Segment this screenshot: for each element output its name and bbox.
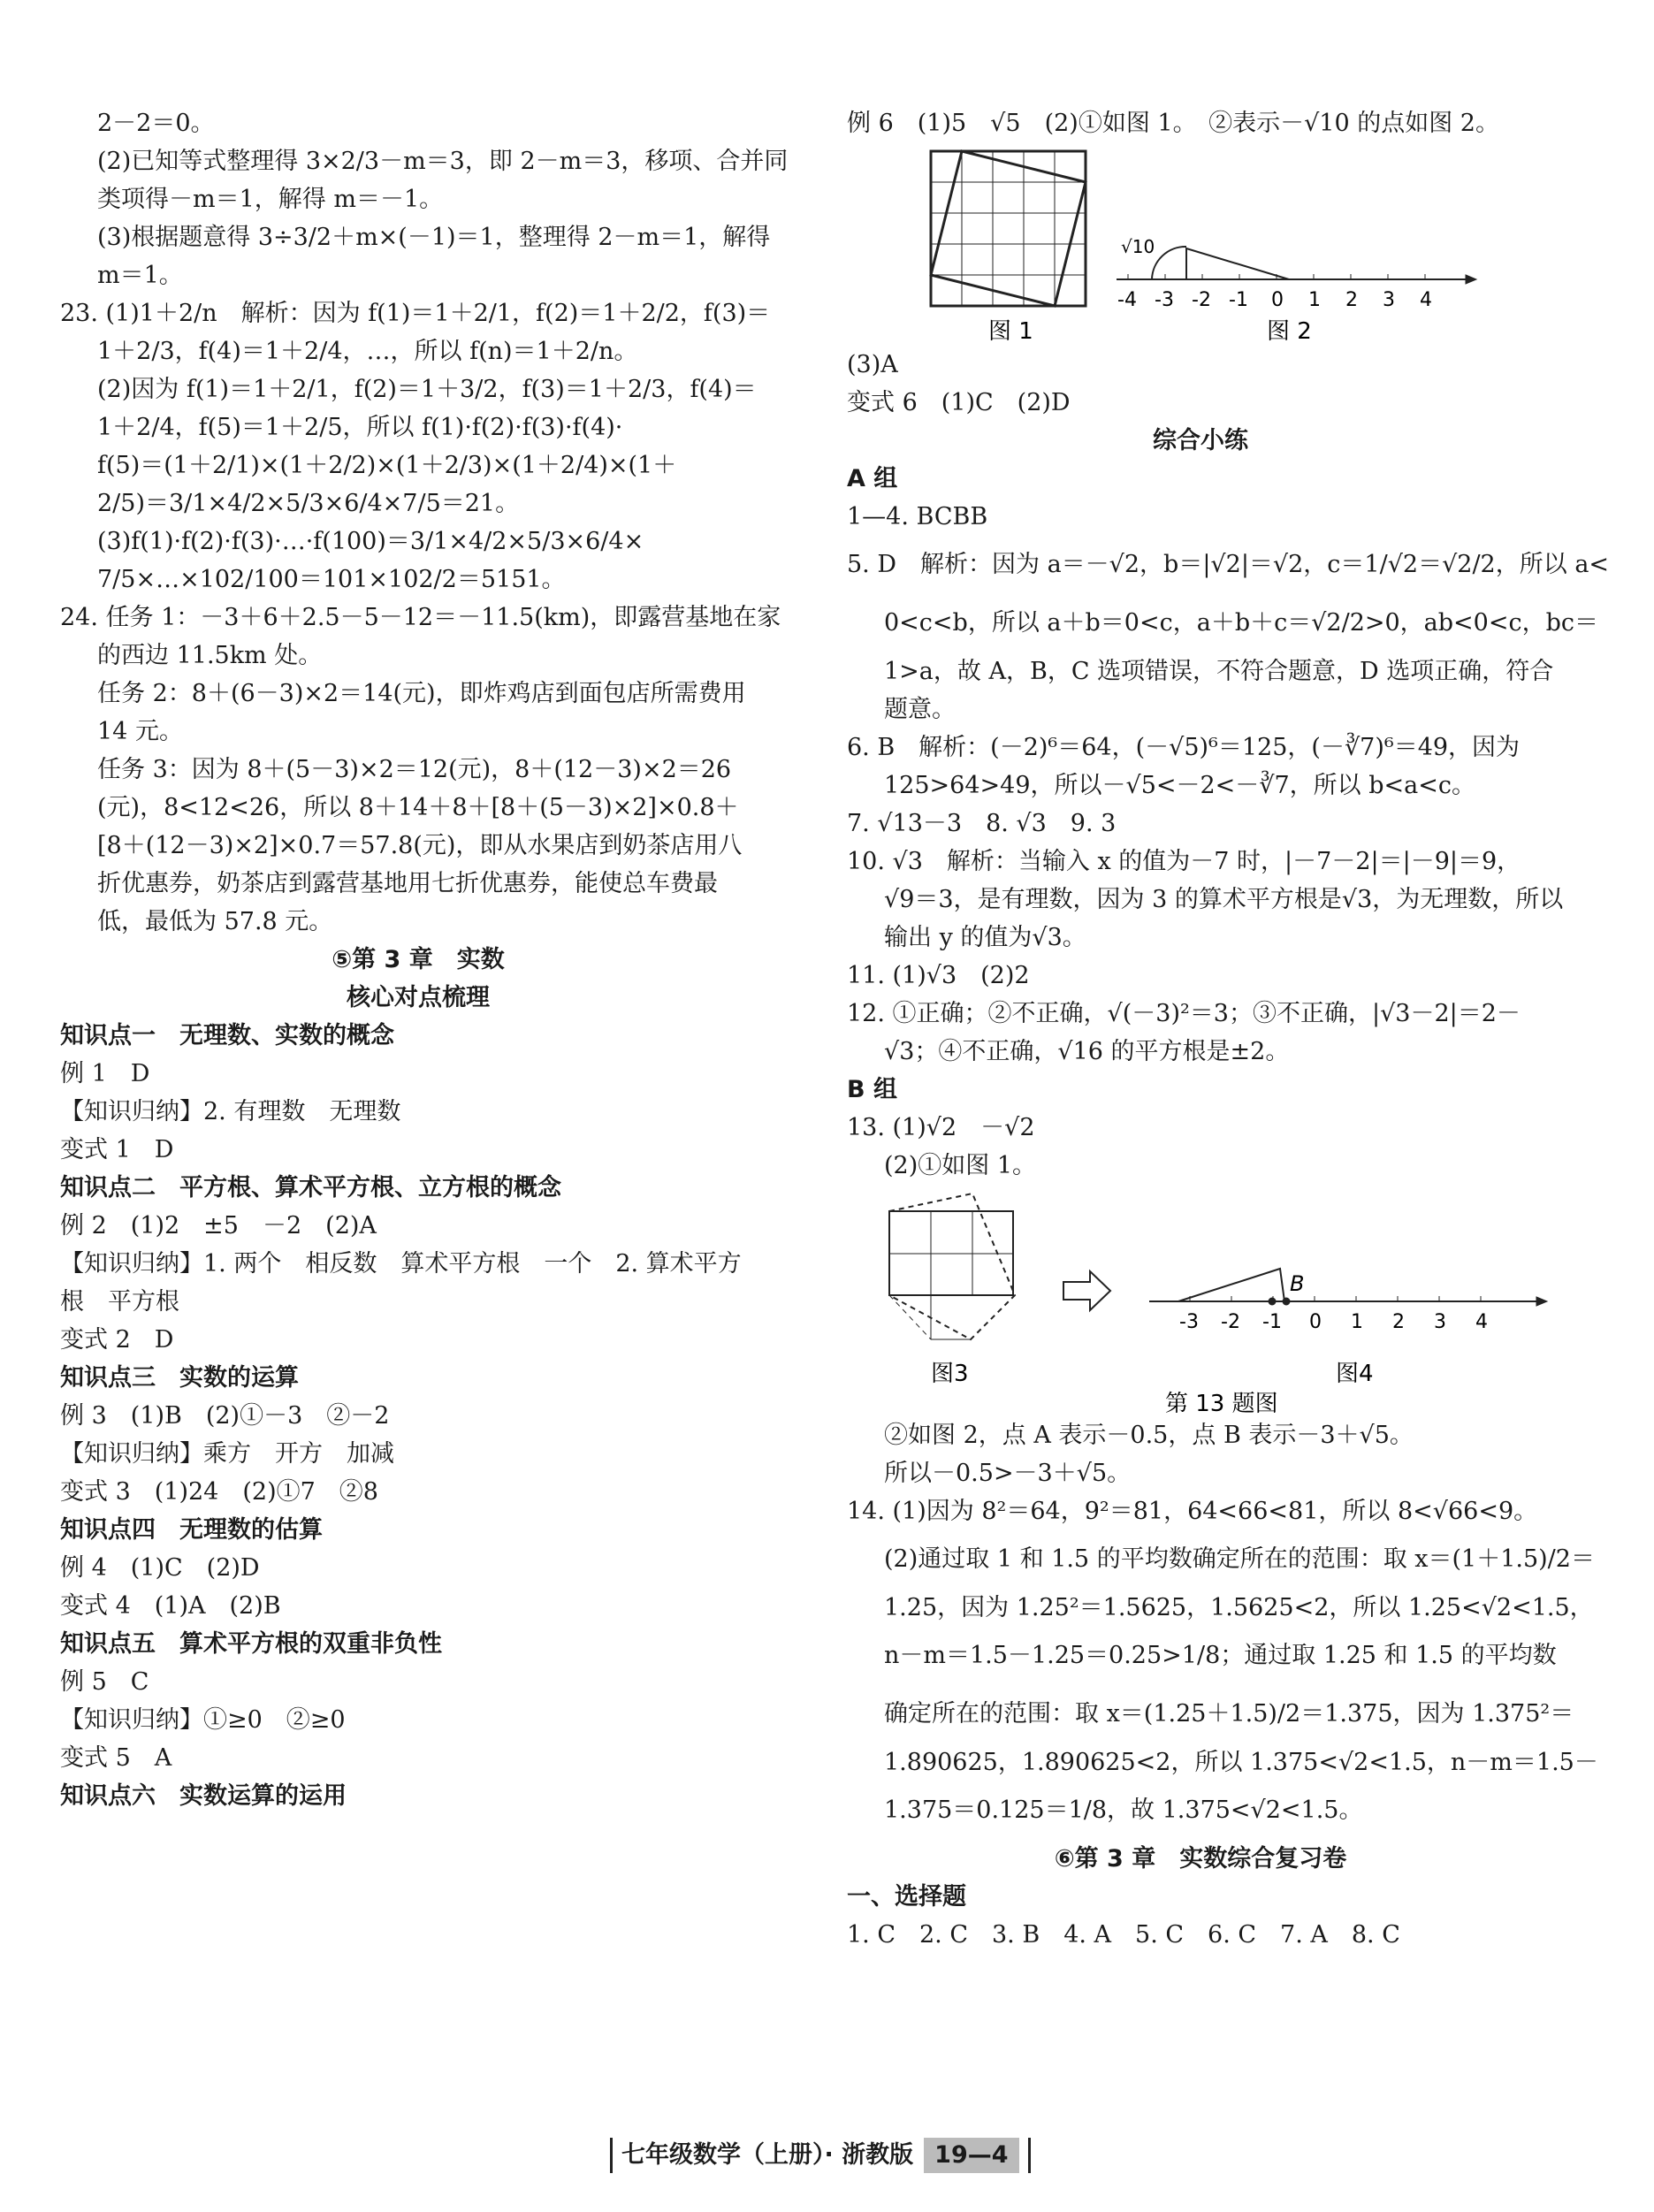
text-line: 知识点一 无理数、实数的概念 [60, 1022, 394, 1049]
text-line: 5. D 解析：因为 a＝－√2，b＝|√2|＝√2，c＝1/√2＝√2/2，所以 a< [847, 551, 1610, 578]
text-line: ⑤第 3 章 实数 [332, 946, 505, 973]
text-line: 125>64>49，所以－√5<－2<－∛7，所以 b<a<c。 [884, 772, 1476, 799]
tick-label: -1 [1229, 289, 1248, 311]
left-column [60, 104, 789, 1815]
text-line: 23. (1)1＋2/n 解析：因为 f(1)＝1＋2/1，f(2)＝1＋2/2，f(3)＝ [60, 300, 771, 327]
text-line: 10. √3 解析：当输入 x 的值为－7 时，|－7－2|＝|－9|＝9， [847, 848, 1521, 875]
text-line: (2)已知等式整理得 3×2/3－m＝3，即 2－m＝3，移项、合并同 [97, 148, 789, 175]
text-line: 知识点六 实数运算的运用 [60, 1782, 347, 1810]
text-line: √9＝3，是有理数，因为 3 的算术平方根是√3，为无理数，所以 [884, 886, 1564, 913]
text-line: 知识点五 算术平方根的双重非负性 [60, 1630, 442, 1658]
problem13-caption: 第 13 题图 [1165, 1391, 1278, 1416]
text-line: (2)因为 f(1)＝1＋2/1，f(2)＝1＋3/2，f(3)＝1＋2/3，f(4)＝ [97, 376, 757, 403]
text-line: 确定所在的范围：取 x＝(1.25＋1.5)/2＝1.375，因为 1.375²＝ [884, 1700, 1574, 1728]
text-line: 1.375＝0.125＝1/8，故 1.375<√2<1.5。 [884, 1796, 1363, 1824]
problem13-figure-svg [847, 1185, 1554, 1416]
footer-label: 七年级数学（上册）· 浙教版 [621, 2141, 914, 2169]
example6-figures [847, 142, 1554, 346]
text-line: 知识点四 无理数的估算 [60, 1516, 323, 1544]
text-line: 根 平方根 [60, 1288, 179, 1316]
text-line: 6. B 解析：(－2)⁶＝64，(－√5)⁶＝125，(－∛7)⁶＝49，因为 [847, 734, 1521, 761]
text-line: 1. C 2. C 3. B 4. A 5. C 6. C 7. A 8. C [847, 1921, 1400, 1949]
tick-label: 2 [1392, 1311, 1405, 1333]
tick-label: 4 [1420, 289, 1432, 311]
text-line: 任务 3：因为 8＋(5－3)×2＝12(元)，8＋(12－3)×2＝26 [97, 756, 732, 783]
text-line: 类项得－m＝1，解得 m＝－1。 [97, 186, 444, 213]
text-line: 【知识归纳】1. 两个 相反数 算术平方根 一个 2. 算术平方 [60, 1250, 742, 1278]
text-line: 任务 2：8＋(6－3)×2＝14(元)，即炸鸡店到面包店所需费用 [97, 680, 746, 707]
page-number: 19—4 [924, 2138, 1018, 2173]
text-line: 1—4. BCBB [847, 503, 988, 530]
text-line: 例 2 (1)2 ±5 －2 (2)A [60, 1212, 377, 1239]
text-line: 变式 6 (1)C (2)D [847, 389, 1071, 416]
text-line: 7/5×…×102/100＝101×102/2＝5151。 [97, 566, 566, 593]
tick-label: 1 [1308, 289, 1321, 311]
text-line: 1.890625，1.890625<2，所以 1.375<√2<1.5，n－m＝1.5－ [884, 1749, 1598, 1776]
text-line: 14 元。 [97, 718, 183, 745]
text-line: √3；④不正确，√16 的平方根是±2。 [884, 1038, 1290, 1065]
text-line: 例 3 (1)B (2)①－3 ②－2 [60, 1402, 390, 1430]
number-line-figure-2 [1117, 247, 1476, 284]
tick-label: -3 [1155, 289, 1174, 311]
text-line: 【知识归纳】①≥0 ②≥0 [60, 1706, 346, 1734]
text-line: 题意。 [884, 696, 956, 723]
text-line: 1＋2/4，f(5)＝1＋2/5，所以 f(1)·f(2)·f(3)·f(4)· [97, 414, 623, 441]
text-line: 11. (1)√3 (2)2 [847, 962, 1030, 989]
text-line: ⑥第 3 章 实数综合复习卷 [1054, 1845, 1347, 1873]
text-line: (元)，8<12<26，所以 8＋14＋8＋[8＋(5－3)×2]×0.8＋ [97, 794, 739, 821]
text-line: n－m＝1.5－1.25＝0.25>1/8；通过取 1.25 和 1.5 的平均数 [884, 1642, 1557, 1669]
text-line: (3)f(1)·f(2)·f(3)·…·f(100)＝3/1×4/2×5/3×6/4× [97, 528, 644, 555]
text-line: m＝1。 [97, 262, 183, 289]
text-line: 知识点二 平方根、算术平方根、立方根的概念 [60, 1174, 561, 1201]
tick-label: 3 [1434, 1311, 1446, 1333]
text-line: 例 5 C [60, 1668, 149, 1696]
tick-label: 0 [1271, 289, 1284, 311]
tick-label: 0 [1309, 1311, 1322, 1333]
text-line: 2/5)＝3/1×4/2×5/3×6/4×7/5＝21。 [97, 490, 520, 517]
text-line: 12. ①正确；②不正确，√(－3)²＝3；③不正确，|√3－2|＝2－ [847, 1000, 1521, 1027]
example6-figure-svg [847, 142, 1554, 346]
text-line: (2)①如图 1。 [884, 1152, 1037, 1179]
number-line-figure-4 [1149, 1269, 1547, 1306]
text-line: 所以－0.5>－3＋√5。 [884, 1460, 1132, 1487]
sqrt10-label: √10 [1121, 236, 1155, 257]
fig-caption-1: 图 1 [988, 318, 1033, 345]
text-line: (3)根据题意得 3÷3/2＋m×(－1)＝1，整理得 2－m＝1，解得 [97, 224, 771, 251]
tick-label: 3 [1383, 289, 1395, 311]
text-line: 知识点三 实数的运算 [60, 1364, 299, 1392]
tick-label: 2 [1345, 289, 1358, 311]
tick-label: 1 [1351, 1311, 1363, 1333]
text-line: 1>a，故 A，B，C 选项错误，不符合题意，D 选项正确，符合 [884, 658, 1554, 685]
text-line: 7. √13－3 8. √3 9. 3 [847, 810, 1117, 837]
text-line: (3)A [847, 351, 898, 378]
right-column [847, 104, 1610, 1954]
arrow-shape [1063, 1271, 1110, 1310]
problem13-figures [847, 1185, 1554, 1416]
text-line: 2－2＝0。 [97, 110, 215, 137]
tick-label: -2 [1221, 1311, 1240, 1333]
text-line: ②如图 2，点 A 表示－0.5，点 B 表示－3＋√5。 [884, 1422, 1414, 1449]
text-line: 综合小练 [1153, 427, 1248, 454]
grid-figure-1 [931, 151, 1086, 306]
text-line: 例 6 (1)5 √5 (2)①如图 1。 ②表示－√10 的点如图 2。 [847, 110, 1499, 137]
tick-label: -4 [1117, 289, 1137, 311]
text-line: 例 4 (1)C (2)D [60, 1554, 260, 1582]
text-line: 变式 4 (1)A (2)B [60, 1592, 281, 1620]
text-line: 一、选择题 [847, 1883, 966, 1911]
text-line: 1＋2/3，f(4)＝1＋2/4，…，所以 f(n)＝1＋2/n。 [97, 338, 638, 365]
text-line: [8＋(12－3)×2]×0.7＝57.8(元)，即从水果店到奶茶店用八 [97, 832, 743, 859]
text-line: B 组 [847, 1076, 897, 1103]
text-line: 变式 3 (1)24 (2)①7 ②8 [60, 1478, 378, 1506]
text-line: 的西边 11.5km 处。 [97, 642, 323, 669]
text-line: A 组 [847, 465, 898, 492]
text-line: 核心对点梳理 [347, 984, 490, 1011]
text-line: 24. 任务 1：－3＋6＋2.5－5－12＝－11.5(km)，即露营基地在家 [60, 604, 781, 631]
fig-caption-4: 图4 [1336, 1361, 1374, 1387]
text-line: 【知识归纳】2. 有理数 无理数 [60, 1098, 401, 1125]
tick-label: -3 [1179, 1311, 1199, 1333]
fig-caption-2: 图 2 [1267, 318, 1312, 345]
text-line: 低，最低为 57.8 元。 [97, 908, 333, 935]
fig-caption-3: 图3 [931, 1361, 969, 1387]
text-line: f(5)＝(1＋2/1)×(1＋2/2)×(1＋2/3)×(1＋2/4)×(1＋ [97, 452, 677, 479]
text-line: 13. (1)√2 －√2 [847, 1114, 1035, 1141]
text-line: 【知识归纳】乘方 开方 加减 [60, 1440, 394, 1468]
page-footer [610, 2136, 1031, 2175]
square-figure-3 [889, 1194, 1015, 1339]
text-line: (2)通过取 1 和 1.5 的平均数确定所在的范围：取 x＝(1＋1.5)/2＝ [884, 1545, 1595, 1573]
text-line: 14. (1)因为 8²＝64，9²＝81，64<66<81，所以 8<√66<9。 [847, 1498, 1538, 1525]
point-b-label: B [1290, 1271, 1305, 1296]
tick-label: 4 [1475, 1311, 1488, 1333]
text-line: 1.25，因为 1.25²＝1.5625，1.5625<2，所以 1.25<√2<1.5， [884, 1594, 1594, 1621]
text-line: 变式 2 D [60, 1326, 174, 1354]
text-line: 0<c<b，所以 a＋b＝0<c，a＋b＋c＝√2/2>0，ab<0<c，bc＝ [884, 609, 1599, 637]
text-line: 变式 5 A [60, 1744, 172, 1772]
text-line: 例 1 D [60, 1060, 150, 1087]
tick-label: -1 [1262, 1311, 1282, 1333]
text-line: 变式 1 D [60, 1136, 174, 1163]
tick-label: -2 [1192, 289, 1211, 311]
text-line: 输出 y 的值为√3。 [884, 924, 1086, 951]
text-line: 折优惠券，奶茶店到露营基地用七折优惠券，能使总车费最 [97, 870, 718, 897]
